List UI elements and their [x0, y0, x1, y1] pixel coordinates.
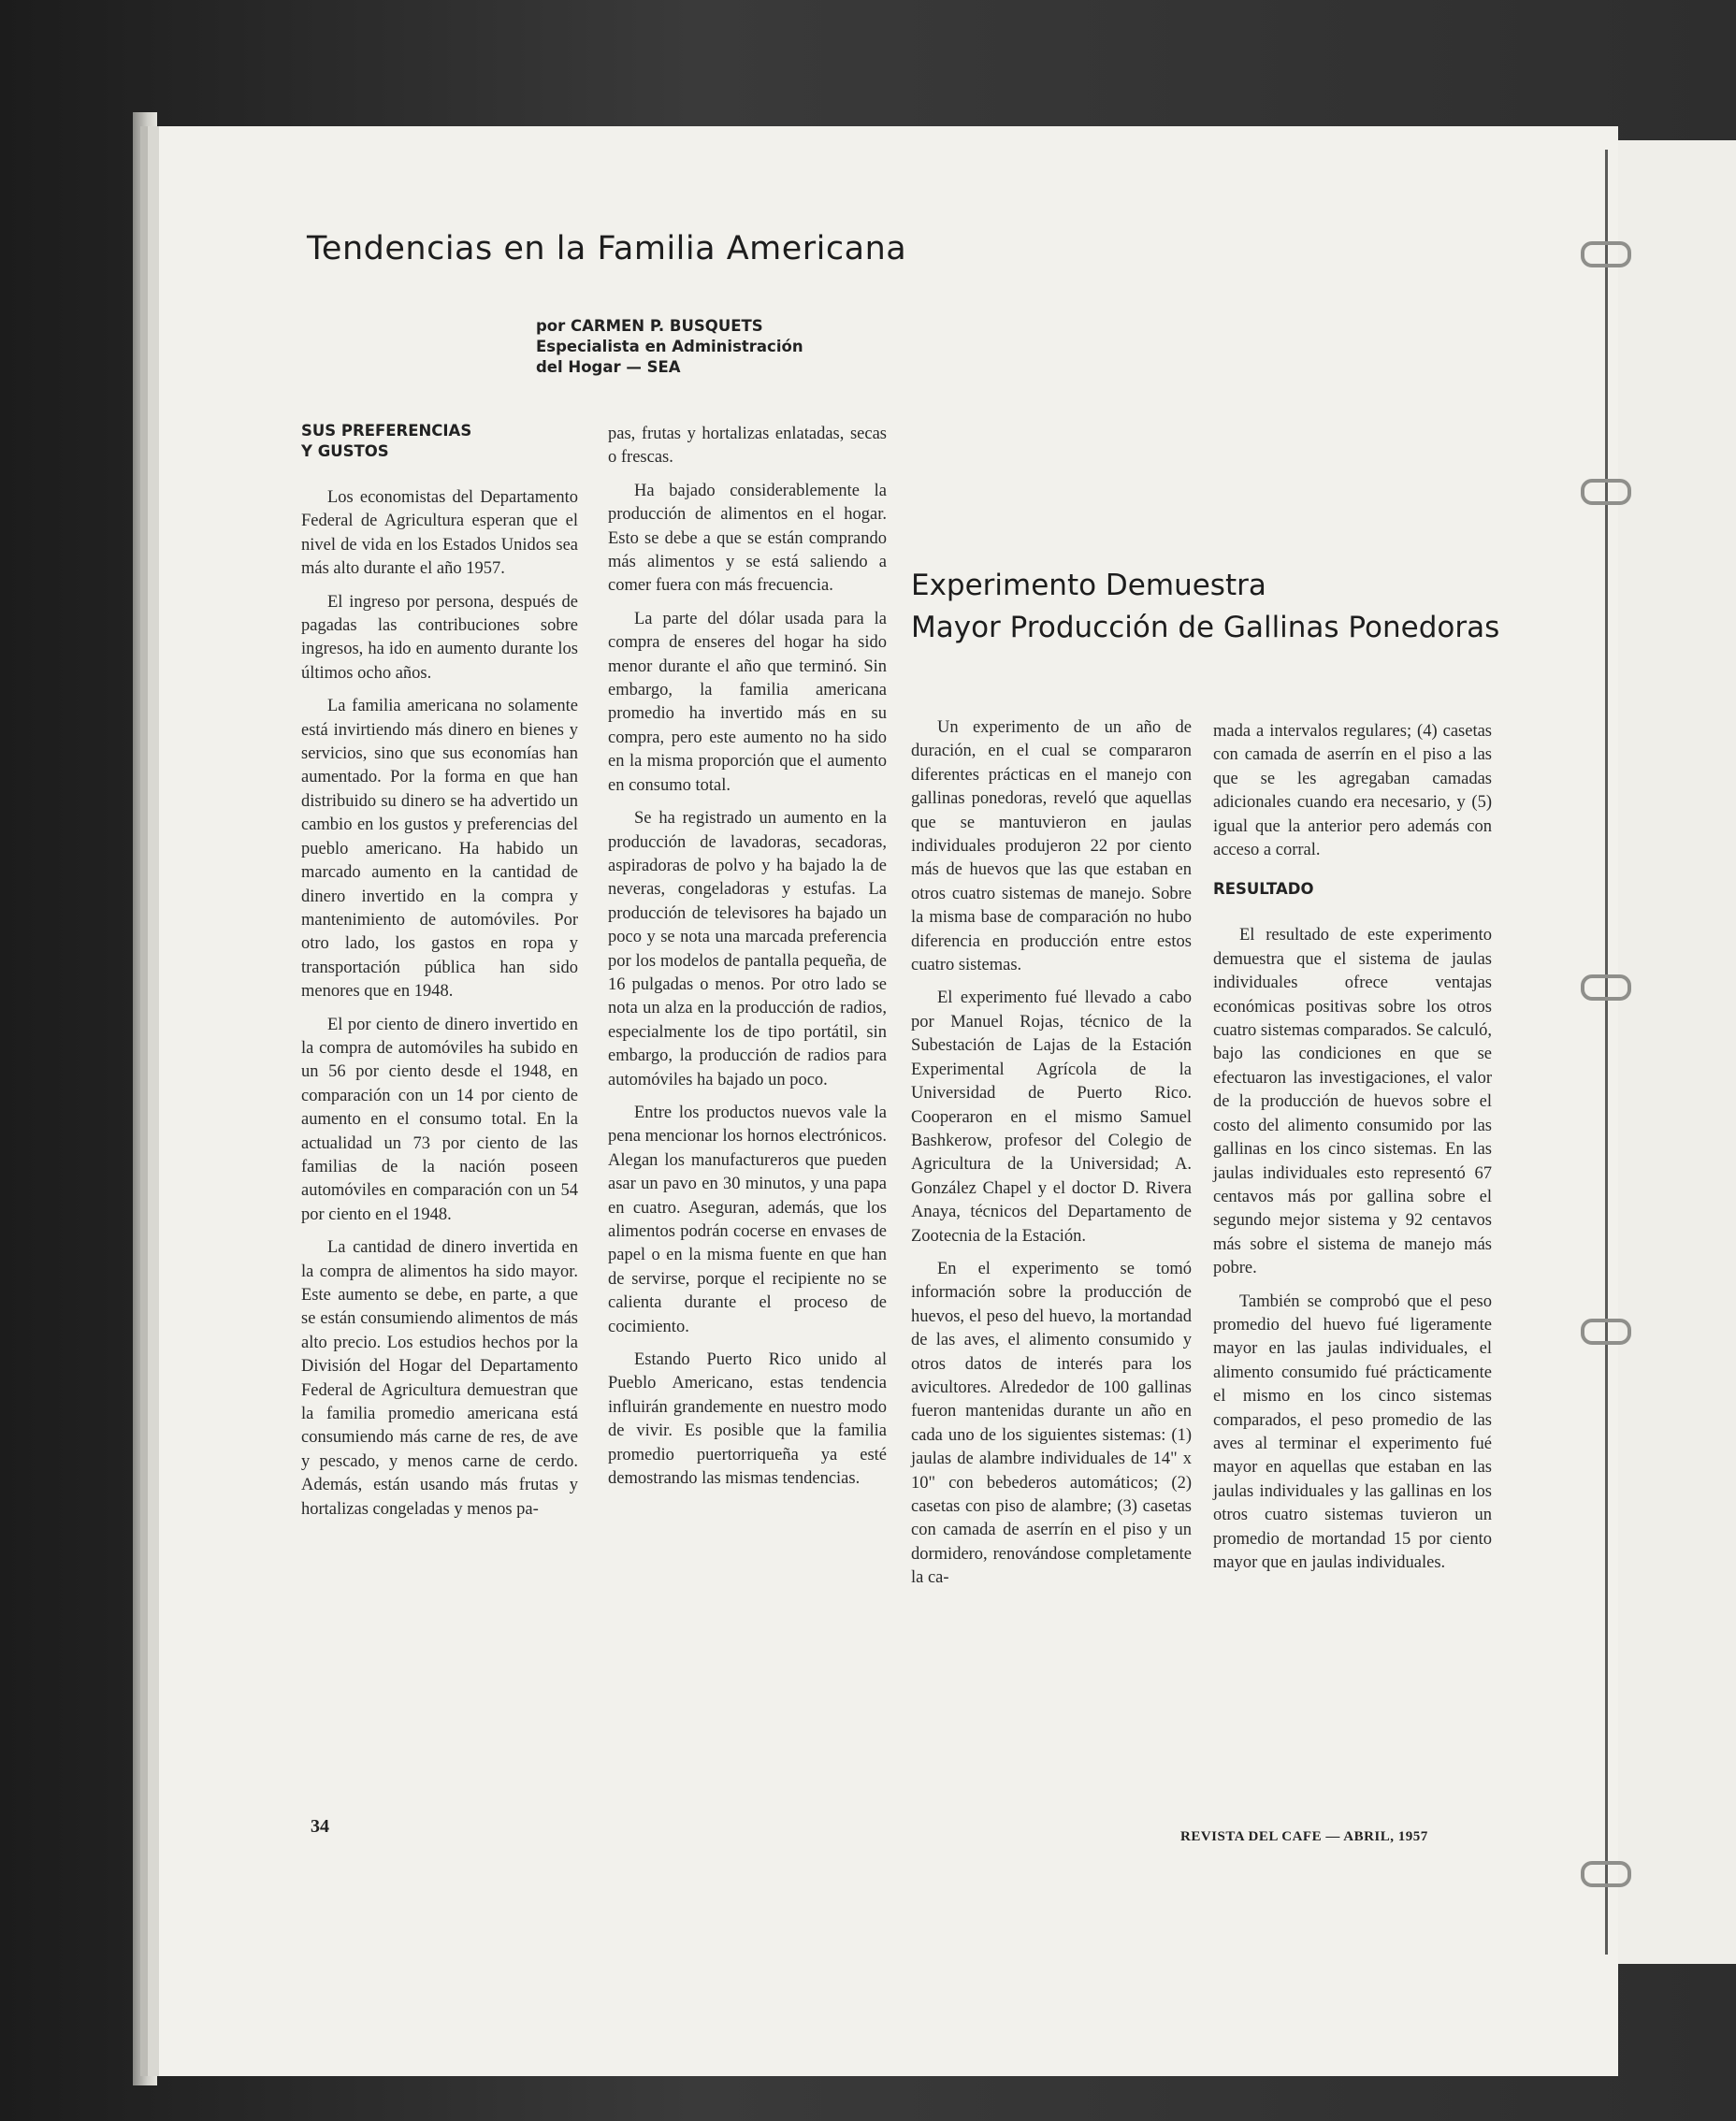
section-heading [301, 421, 578, 462]
result-heading: RESULTADO [1213, 880, 1314, 899]
paragraph: La familia americana no solamente está invirtiendo más dinero en bienes y servicios, sino que sus economías han aumentado. Por la forma en que han distribuido su dinero se ha advertido un cambio en los gustos y preferencias del pueblo americano. Ha habido un marcado aumento en la cantidad de dinero invertido en la compra y mantenimiento de automóviles. Por otro lado, los gastos en ropa y transportación pública han sido menores que en 1948. [301, 697, 578, 1002]
byline-role: Especialista en Administración [536, 338, 803, 355]
article2-title-line1: Experimento Demuestra [911, 569, 1266, 602]
paragraph: En el experimento se tomó información sobre la producción de huevos, el peso del huevo, la mortandad de las aves, el alimento consumido y otros datos de interés para los avicultores. Alrededor de 100 gallinas fueron mantenidas durante un año en cada uno de los siguientes sistemas: (1) jaulas de alambre individuales de 14" x 10" con bebederos automáticos; (2) casetas con piso de alambre; (3) casetas con camada de aserrín en el piso y un dormidero, renovándose completamente la ca- [911, 1259, 1192, 1588]
paragraph: Un experimento de un año de duración, en el cual se compararon diferentes prácticas en el manejo con gallinas ponedoras, reveló que aquellas que se mantuvieron en jaulas individuales produjeron 22 por ciento más de huevos que las que estaban en otros cuatro sistemas de manejo. Sobre la misma base de comparación no hubo diferencia en producción entre estos cuatro sistemas. [911, 718, 1192, 975]
paragraph: La parte del dólar usada para la compra de enseres del hogar ha sido menor durante el año que terminó. Sin embargo, la familia americana promedio ha invertido más en su compra, pero este aumento no ha sido en la misma proporción que el aumento en consumo total. [608, 609, 887, 795]
column-1 [301, 421, 578, 1531]
binder-ring [1581, 241, 1631, 267]
column-2 [608, 423, 887, 1500]
article-title: Tendencias en la Familia Americana [307, 230, 907, 267]
binder-ring [1581, 1861, 1631, 1887]
column-4 [1213, 720, 1492, 1584]
paragraph: Se ha registrado un aumento en la producción de lavadoras, secadoras, aspiradoras de polvo y ha bajado la de neveras, congeladoras y estufas. La producción de televisores ha bajado un poco y se nota una marcada preferencia por los modelos de pantalla pequeña, de 16 pulgadas o menos. Por otro lado se nota un alza en la producción de radios, especialmente los de tipo portátil, sin embargo, la producción de radios para automóviles ha bajado un poco. [608, 809, 887, 1089]
paragraph: pas, frutas y hortalizas enlatadas, secas o frescas. [608, 425, 887, 468]
column-3 [911, 716, 1192, 1600]
byline-agency: del Hogar — SEA [536, 358, 681, 376]
paragraph: El por ciento de dinero invertido en la compra de automóviles ha subido en un 56 por ciento desde el 1948, en comparación con un 14 por ciento de aumento en el consumo total. En la actualidad un 73 por ciento de las familias de la nación poseen automóviles en comparación con un 54 por ciento en el 1948. [301, 1015, 578, 1224]
paragraph: Estando Puerto Rico unido al Pueblo Americano, estas tendencia influirán grandemente en nuestro modo de vivir. Es posible que la familia promedio puertorriqueña ya esté demostrando las mismas tendencias. [608, 1350, 887, 1489]
byline [536, 316, 803, 378]
page-binding-edge [133, 112, 157, 2085]
journal-footer: REVISTA DEL CAFE — ABRIL, 1957 [1180, 1829, 1428, 1844]
article2-title-line2: Mayor Producción de Gallinas Ponedoras [911, 611, 1500, 644]
section-heading-line2: Y GUSTOS [301, 442, 389, 460]
binder-ring [1581, 479, 1631, 505]
page-number: 34 [311, 1816, 329, 1837]
facing-page [1605, 140, 1736, 1964]
paragraph: Los economistas del Departamento Federal de Agricultura esperan que el nivel de vida en los Estados Unidos sea más alto durante el año 1957. [301, 488, 578, 579]
paragraph: Ha bajado considerablemente la producción de alimentos en el hogar. Esto se debe a que se están comprando más alimentos y se está saliendo a comer fuera con más frecuencia. [608, 481, 887, 596]
paragraph: También se comprobó que el peso promedio del huevo fué ligeramente mayor en las jaulas individuales, el alimento consumido fué prácticamente el mismo en los cinco sistemas comparados, el peso promedio de las aves al terminar el experimento fué mayor en aquellas que estaban en las jaulas individuales y las gallinas en los otros cuatro sistemas tuvieron un promedio de mortandad 15 por ciento mayor que en jaulas individuales. [1213, 1291, 1492, 1572]
paragraph: El experimento fué llevado a cabo por Manuel Rojas, técnico de la Subestación de Lajas de la Estación Experimental Agrícola de la Universidad de Puerto Rico. Cooperaron en el mismo Samuel Bashkerow, profesor del Colegio de Agricultura de la Universidad; A. González Chapel y el doctor D. Rivera Anaya, técnicos del Departamento de Zootecnia de la Estación. [911, 988, 1192, 1246]
paragraph: Entre los productos nuevos vale la pena mencionar los hornos electrónicos. Alegan los manufactureros que pueden asar un pavo en 30 minutos, y una papa en cuatro. Aseguran, además, que los alimentos podrán cocerse en envases de papel o en la misma fuente en que han de servirse, porque el recipiente no se calienta durante el proceso de cocimiento. [608, 1103, 887, 1336]
binder-ring [1581, 1319, 1631, 1345]
paragraph: El resultado de este experimento demuestra que el sistema de jaulas individuales ofrece ventajas económicas positivas sobre los otros cuatro sistemas comparados. Se calculó, bajo las condiciones en que se efectuaron las investigaciones, el valor de la producción de huevos sobre el costo del alimento consumido por las gallinas en los cinco sistemas. En las jaulas individuales esto representó 67 centavos más por gallina sobre el segundo mejor sistema y 92 centavos más sobre el sistema de manejo más pobre. [1213, 926, 1492, 1278]
paragraph: El ingreso por persona, después de pagadas las contribuciones sobre ingresos, ha ido en aumento durante los últimos ocho años. [301, 592, 578, 683]
binder-ring [1581, 974, 1631, 1001]
byline-author: por CARMEN P. BUSQUETS [536, 317, 763, 335]
section-heading-line1: SUS PREFERENCIAS [301, 422, 472, 440]
paragraph: La cantidad de dinero invertida en la compra de alimentos ha sido mayor. Este aumento se debe, en parte, a que se están consumiendo alimentos de más alto precio. Los estudios hechos por la División del Hogar del Departamento Federal de Agricultura demuestran que la familia promedio americana está consumiendo más carne de res, de ave y pescado, y menos carne de cerdo. Además, están usando más frutas y hortalizas congeladas y menos pa- [301, 1238, 578, 1519]
paragraph: mada a intervalos regulares; (4) casetas con camada de aserrín en el piso a las que se les agregaban camadas adicionales cuando era necesario, y (5) igual que la anterior pero además con acceso a corral. [1213, 722, 1492, 860]
binder-spine [1605, 150, 1608, 1955]
article2-title [911, 565, 1499, 649]
